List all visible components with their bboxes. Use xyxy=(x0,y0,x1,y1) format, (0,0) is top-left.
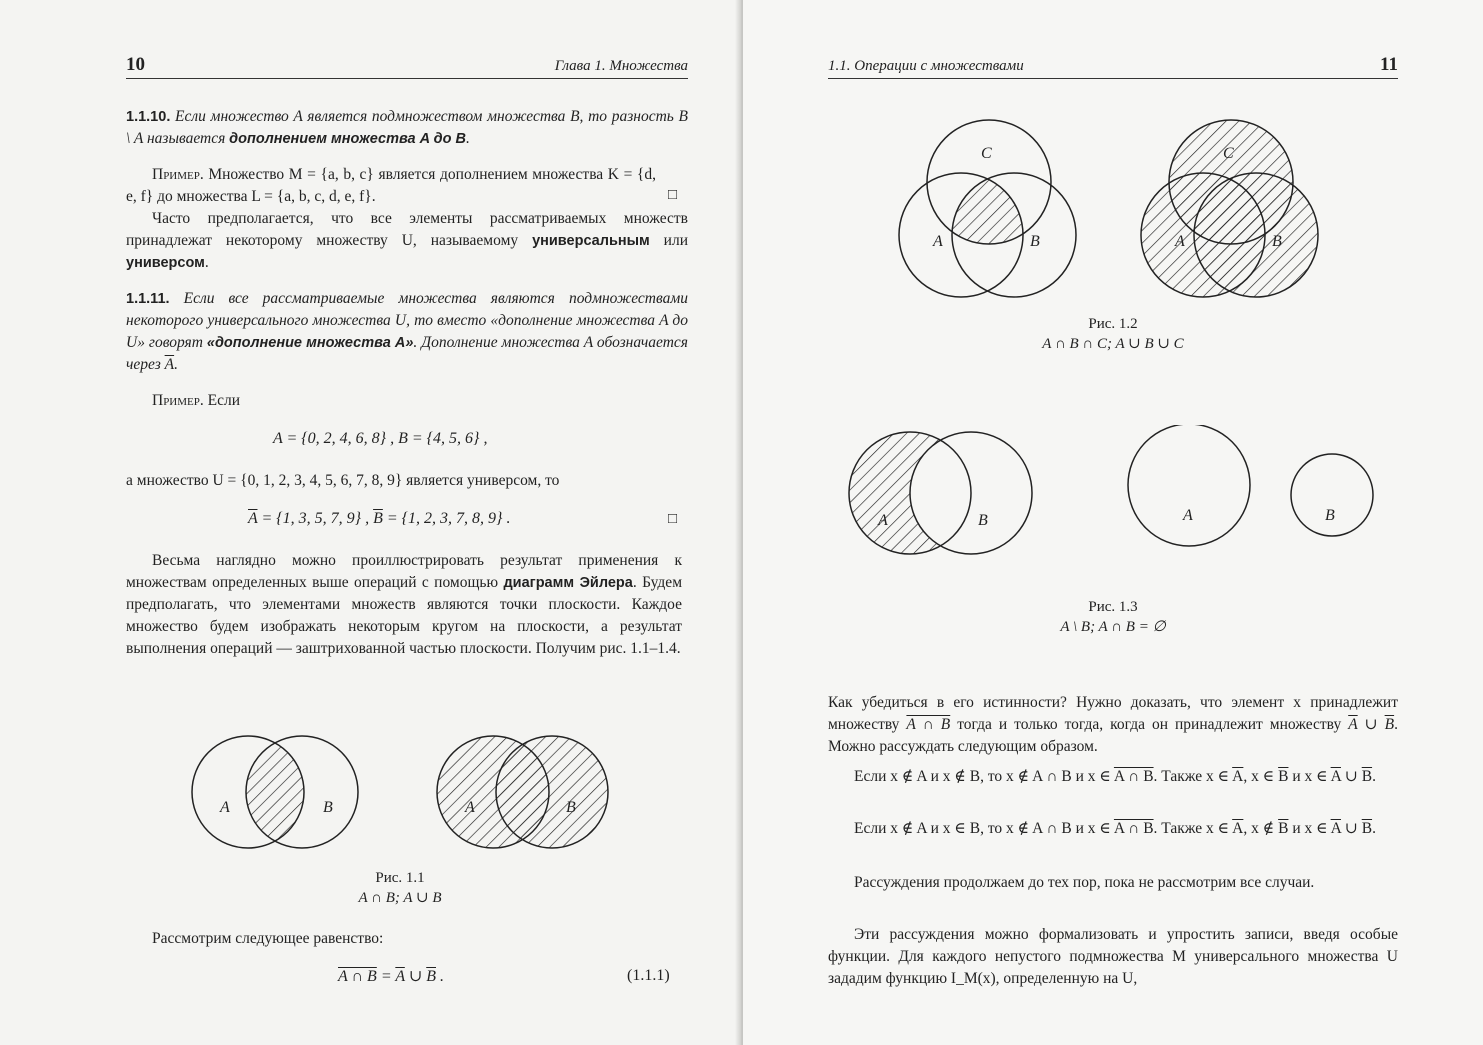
definition-number: 1.1.10. xyxy=(126,109,171,125)
term-universal: универсальным xyxy=(532,233,650,249)
paragraph-continue: Рассуждения продолжаем до тех пор, пока не рассмотрим все случаи. xyxy=(854,874,1315,891)
figure-1-2-caption xyxy=(973,314,1253,354)
section-title: 1.1. Операции с множествами xyxy=(828,58,1024,74)
example-1: Пример. Множество M = {a, b, c} является дополнением множества K = {d, e, f} до множества L = {a, b, c, d, e, f}. xyxy=(126,166,656,205)
paragraph-consider: Рассмотрим следующее равенство: xyxy=(152,930,384,947)
caption-formula: A ∩ B; A ∪ B xyxy=(358,890,442,906)
venn-union xyxy=(437,736,608,848)
page-number: 10 xyxy=(126,54,145,75)
left-page xyxy=(0,0,741,1045)
caption-title: Рис. 1.1 xyxy=(375,870,425,886)
set-label-b: B xyxy=(323,799,333,816)
set-label-c: C xyxy=(981,145,992,162)
set-label-b: B xyxy=(978,512,988,529)
set-label-a: A xyxy=(465,799,475,816)
universe-line: а множество U = {0, 1, 2, 3, 4, 5, 6, 7, 8, 9} является универсом, то xyxy=(126,472,560,489)
qed-mark: □ xyxy=(668,511,678,527)
equation-number: (1.1.1) xyxy=(627,967,670,984)
venn-triple-union xyxy=(1141,120,1318,297)
figure-1-2 xyxy=(893,110,1333,300)
set-label-a: A xyxy=(1183,507,1193,524)
paragraph-euler: Весьма наглядно можно проиллюстрировать результат применения к множествам определенных выше операций с помощью диаграмм Эйлера. Будем предполагать, что элементами множеств являются точки плоскости. Каждое множество будем изображать некоторым кругом на плоскости, а результат выполнения операций — заштрихованной частью плоскости. Получим рис. 1.1–1.4. xyxy=(126,552,682,657)
paragraph-proof: Как убедиться в его истинности? Нужно доказать, что элемент x принадлежит множеству A ∩ B тогда и только тогда, когда он принадлежит множеству $\overline{A}$ ∪ $\overline{B}$. Можно рассуждать следующим образом. xyxy=(828,694,1398,755)
set-label-a: A xyxy=(933,233,943,250)
set-label-b: B xyxy=(1272,233,1282,250)
case-2: Если x ∉ A и x ∈ B, то x ∉ A ∩ B и x ∈ A ∩ B. Также x ∈ $\overline{A}$, x ∉ $\overline{B}$ и x ∈ $\overline{A}$ ∪ $\overline{B}$. xyxy=(854,820,1376,837)
paragraph-universe: Часто предполагается, что все элементы рассматриваемых множеств принадлежат некоторому множеству U, называемому универсальным или универсом. xyxy=(126,210,688,271)
disjoint-sets xyxy=(1128,425,1373,546)
case-1: Если x ∉ A и x ∉ B, то x ∉ A ∩ B и x ∈ A ∩ B. Также x ∈ $\overline{A}$, x ∈ $\overline{B}$ и x ∈ $\overline{A}$ ∪ $\overline{B}$. xyxy=(854,768,1376,785)
defined-term: дополнением множества A до B xyxy=(229,131,466,147)
set-label-c: C xyxy=(1223,145,1234,162)
set-label-b: B xyxy=(1030,233,1040,250)
caption-title: Рис. 1.3 xyxy=(1088,599,1138,615)
defined-term: «дополнение множества A» xyxy=(206,335,414,351)
example-2: Пример. Если xyxy=(152,392,241,409)
caption-title: Рис. 1.2 xyxy=(1088,316,1138,332)
example-label: Пример. xyxy=(152,392,204,409)
paragraph-formalize: Эти рассуждения можно формализовать и упростить записи, введя особые функции. Для каждого непустого подмножества M универсального множества U зададим функцию I_M(x), определенную на U, xyxy=(828,926,1398,987)
venn-difference xyxy=(849,432,1032,554)
caption-formula: A \ B; A ∩ B = ∅ xyxy=(1060,619,1166,635)
set-label-b: B xyxy=(1325,507,1335,524)
formula-sets-ab: A = {0, 2, 4, 6, 8} , B = {4, 5, 6} , xyxy=(273,430,488,447)
caption-formula: A ∩ B ∩ C; A ∪ B ∪ C xyxy=(1042,336,1184,352)
complement-a: $\overline{A}$ xyxy=(164,356,175,373)
figure-1-1-caption xyxy=(300,868,500,908)
set-label-b: B xyxy=(566,799,576,816)
figure-1-3 xyxy=(838,425,1388,560)
figure-1-3-caption xyxy=(973,597,1253,637)
right-page xyxy=(743,0,1483,1045)
venn-triple-intersection xyxy=(899,120,1076,297)
formula-complements: $\overline{A} = \{1$, 3, 5, 7, 9} , $\overline{B} = \{1$, 2, 3, 7, 8, 9} . xyxy=(248,510,511,527)
figure-1-1 xyxy=(180,720,620,865)
definition-number: 1.1.11. xyxy=(126,291,170,307)
definition-1-1-10: 1.1.10. Если множество A является подмножеством множества B, то разность B \ A называется дополнением множества A до B. xyxy=(126,108,688,147)
page-number: 11 xyxy=(1380,54,1398,75)
qed-mark: □ xyxy=(668,187,678,203)
term-universe: универсом xyxy=(126,255,205,271)
example-label: Пример. xyxy=(152,166,204,183)
chapter-title: Глава 1. Множества xyxy=(554,58,688,74)
set-label-a: A xyxy=(220,799,230,816)
set-label-a: A xyxy=(878,512,888,529)
set-label-a: A xyxy=(1175,233,1185,250)
left-running-header xyxy=(126,54,688,79)
venn-intersection xyxy=(192,736,358,848)
equation-1-1-1: A ∩ $B = \overline{A}$ ∪ $\overline{B}$ . xyxy=(338,968,444,985)
right-running-header xyxy=(828,54,1398,79)
term-euler-diagrams: диаграмм Эйлера xyxy=(503,575,633,591)
definition-1-1-11: 1.1.11. Если все рассматриваемые множества являются подмножествами некоторого универсального множества U, то вместо «дополнение множества A до U» говорят «дополнение множества A». Дополнение множества A обозначается через $\overline{A}$. xyxy=(126,290,688,373)
